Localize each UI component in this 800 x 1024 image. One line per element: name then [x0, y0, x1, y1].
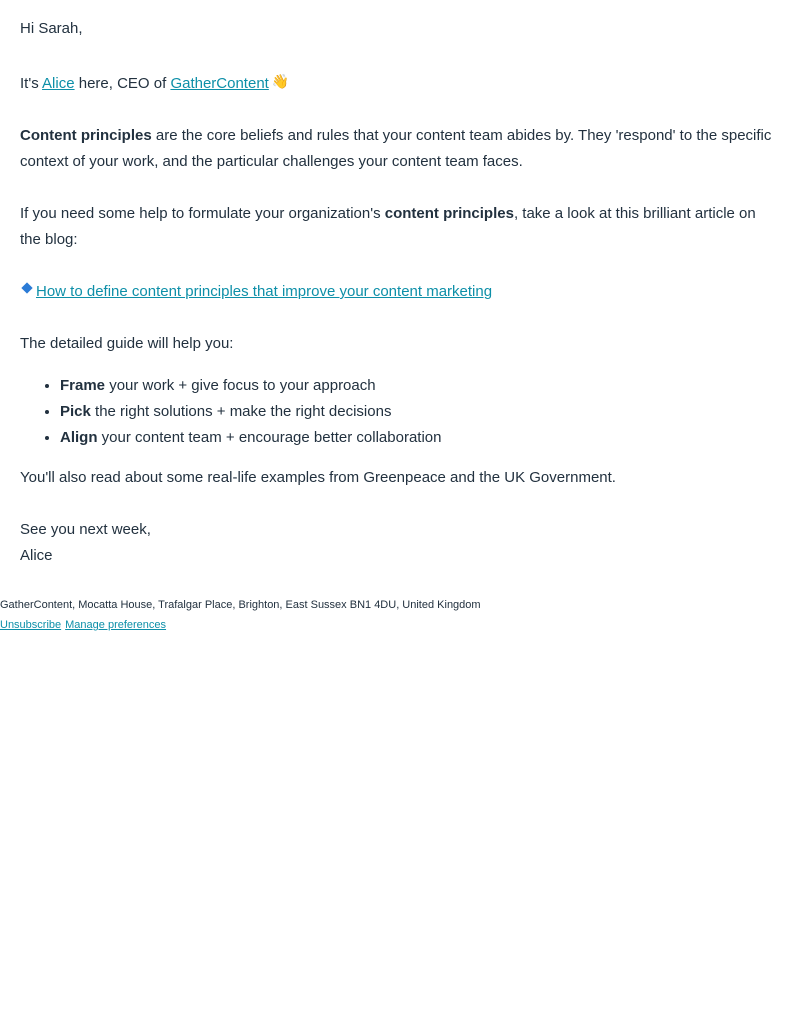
guide-item-bold: Pick [60, 403, 91, 420]
guide-list [20, 373, 780, 451]
alice-link[interactable]: Alice [42, 75, 75, 92]
waving-hand-icon: 👋 [271, 73, 290, 89]
guide-item-text: the right solutions + make the right decisions [90, 403, 392, 420]
guide-item-text: your work + give focus to your approach [105, 377, 376, 394]
signoff: See you next week, [20, 521, 151, 538]
help-bold: content principles [384, 205, 514, 222]
content-principles-text: are the core beliefs and rules that your content team abides by. They 'respond' to the specific context of your work, and the particular challenges your content team faces. [20, 127, 772, 170]
footer-links [0, 615, 800, 635]
guide-item-text: your content team + encourage better collaboration [97, 429, 442, 446]
content-principles-paragraph [20, 123, 780, 175]
guide-item-pick [60, 399, 780, 425]
signature: Alice [20, 547, 53, 564]
manage-preferences-link[interactable]: Manage preferences [65, 619, 167, 631]
guide-item-frame [60, 373, 780, 399]
help-prefix: If you need some help to formulate your organization's [20, 205, 385, 222]
guide-intro: The detailed guide will help you: [20, 335, 234, 352]
email-footer [0, 595, 800, 635]
footer-address: GatherContent, Mocatta House, Trafalgar Place, Brighton, East Sussex BN1 4DU, United Kingdom [0, 599, 481, 611]
article-paragraph [20, 279, 780, 305]
greeting: Hi Sarah, [20, 20, 83, 37]
gathercontent-link[interactable]: GatherContent [170, 75, 269, 92]
unsubscribe-link[interactable]: Unsubscribe [0, 619, 62, 631]
blue-diamond-icon [21, 282, 32, 293]
guide-item-bold: Align [60, 429, 98, 446]
article-link[interactable]: How to define content principles that improve your content marketing [36, 283, 493, 300]
intro-middle: here, CEO of [74, 75, 171, 92]
content-principles-bold: Content principles [20, 127, 152, 144]
examples-paragraph: You'll also read about some real-life examples from Greenpeace and the UK Government. [20, 469, 616, 486]
intro-paragraph [20, 68, 780, 97]
help-rest: , take a look at this brilliant article on the blog: [20, 205, 756, 248]
help-paragraph [20, 201, 780, 253]
intro-prefix: It's [20, 75, 43, 92]
guide-item-align [60, 425, 780, 451]
guide-item-bold: Frame [60, 377, 106, 394]
